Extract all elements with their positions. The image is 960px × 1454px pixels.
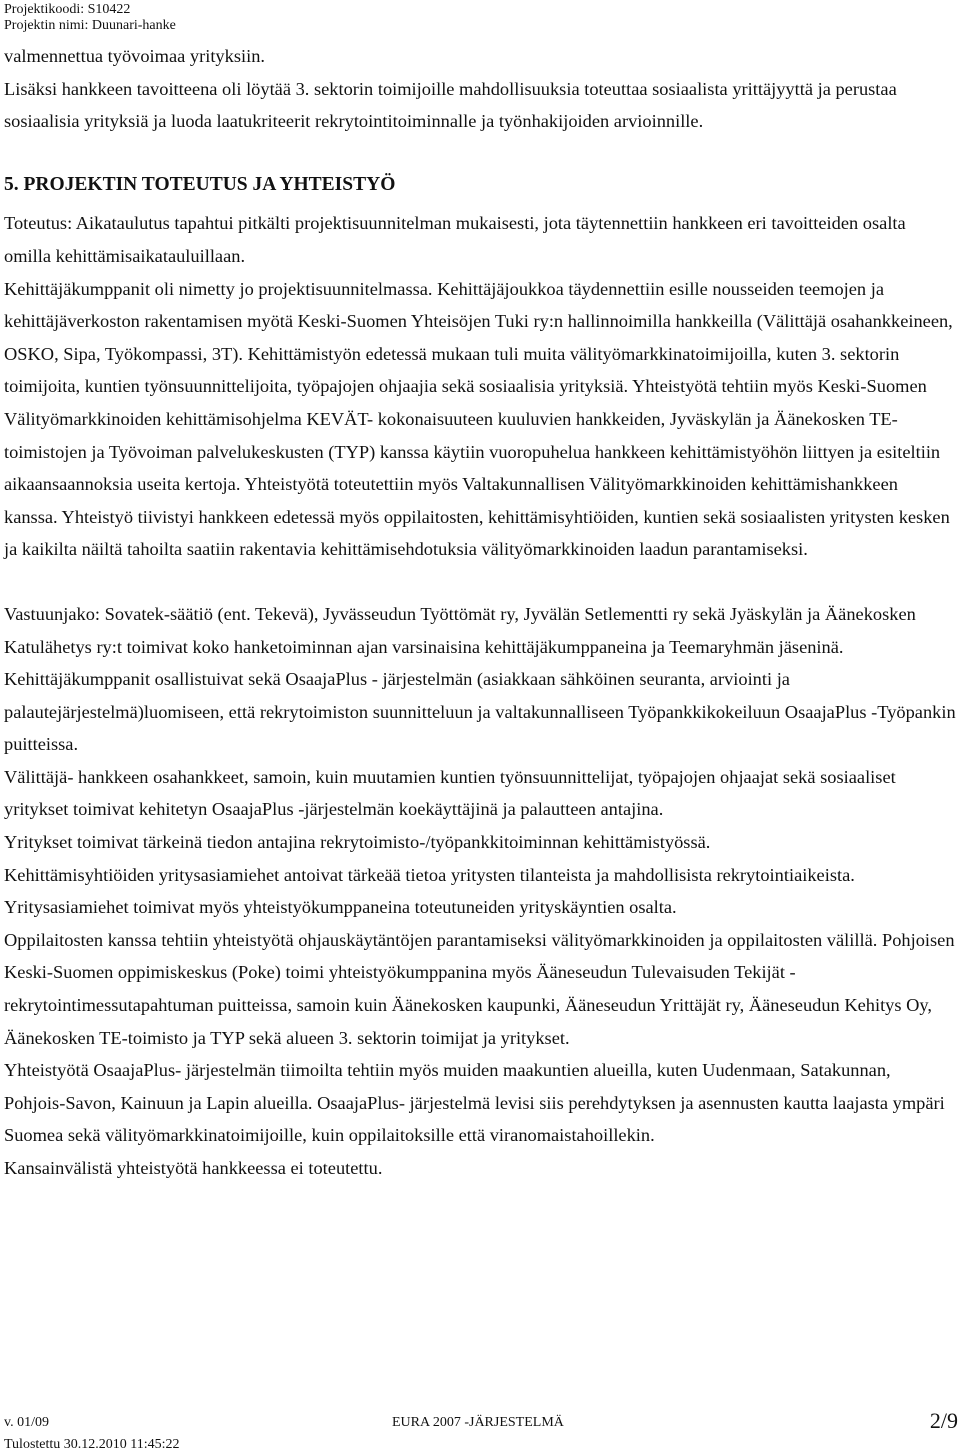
project-code: Projektikoodi: S10422 <box>4 2 131 17</box>
paragraph: valmennettua työvoimaa yrityksiin. <box>4 46 265 66</box>
page-number: 2/9 <box>929 1408 958 1433</box>
paragraph: Lisäksi hankkeen tavoitteena oli löytää 3. sektorin toimijoille mahdollisuuksia toteuttaa sosiaalista yrittäjyyttä ja perustaa sosiaalisia yrityksiä ja luoda laatukriteerit rekrytointitoiminnalle ja työnhakijoiden arvioinnille. <box>4 78 897 132</box>
paragraph: Toteutus: Aikataulutus tapahtui pitkälti projektisuunnitelman mukaisesti, jota täytennettiin hankkeen eri tavoitteiden osalta omilla kehittämisaikatauluillaan. <box>4 213 906 266</box>
system-label: EURA 2007 -JÄRJESTELMÄ <box>392 1415 564 1430</box>
paragraph: Oppilaitosten kanssa tehtiin yhteistyötä ohjauskäytäntöjen parantamiseksi välityömarkkinoiden ja oppilaitosten välillä. Pohjoisen Keski-Suomen oppimiskeskus (Poke) toimi yhteistyökumppanina myös Ääneseudun Tulevaisuden Tekijät -rekrytointimessutapahtuman puitteissa, samoin kuin Äänekosken kaupunki, Ääneseudun Yrittäjät ry, Ääneseudun Kehitys Oy, Äänekosken TE-toimisto ja TYP sekä alueen 3. sektorin toimijat ja yritykset. <box>4 929 955 1048</box>
paragraph: Yritykset toimivat tärkeinä tiedon antajina rekrytoimisto-/työpankkitoiminnan kehittämistyössä. <box>4 832 711 853</box>
version-label: v. 01/09 <box>4 1415 49 1430</box>
printed-timestamp: Tulostettu 30.12.2010 11:45:22 <box>4 1437 180 1452</box>
paragraph: Yhteistyötä OsaajaPlus- järjestelmän tiimoilta tehtiin myös muiden maakuntien alueilla, kuten Uudenmaan, Satakunnan, Pohjois-Savon, Kainuun ja Lapin alueilla. OsaajaPlus- järjestelmä levisi siis perehdytyksen ja asennusten kautta laajasta ympäri Suomea sekä välityömarkkinatoimijoille, kuin oppilaitoksille että viranomaistahoillekin. <box>4 1060 945 1146</box>
section-heading: 5. PROJEKTIN TOTEUTUS JA YHTEISTYÖ <box>4 173 396 195</box>
paragraph: Kehittämisyhtiöiden yritysasiamiehet antoivat tärkeää tietoa yritysten tilanteista ja mahdollisista rekrytointiaikeista. Yritysasiamiehet toimivat myös yhteistyökumppaneina toteutuneiden yrityskäyntien osalta. <box>4 864 855 918</box>
paragraph: Välittäjä- hankkeen osahankkeet, samoin, kuin muutamien kuntien työnsuunnittelijat, työpajojen ohjaajat sekä sosiaaliset yritykset toimivat kehitetyn OsaajaPlus -järjestelmän koekäyttäjinä ja palautteen antajina. <box>4 766 896 820</box>
paragraph: Vastuunjako: Sovatek-säätiö (ent. Tekevä), Jyvässeudun Työttömät ry, Jyvälän Setlementti ry sekä Jyäskylän ja Äänekosken Katulähetys ry:t toimivat koko hanketoiminnan ajan varsinaisina kehittäjäkumppaneina ja Teemaryhmän jäseninä. Kehittäjäkumppanit osallistuivat sekä OsaajaPlus - järjestelmän (asiakkaan sähköinen seuranta, arviointi ja palautejärjestelmä)luomiseen, että rekrytoimiston suunnitteluun ja valtakunnalliseen Työpankkikokeiluun OsaajaPlus -Työpankin puitteissa. <box>4 603 956 755</box>
page-footer <box>4 1408 960 1454</box>
paragraph: Kansainvälistä yhteistyötä hankkeessa ei toteutettu. <box>4 1158 383 1178</box>
page-header <box>4 2 176 34</box>
project-name: Projektin nimi: Duunari-hanke <box>4 18 176 33</box>
document-body <box>4 40 956 1185</box>
paragraph: Kehittäjäkumppanit oli nimetty jo projektisuunnitelmassa. Kehittäjäjoukkoa täydennettiin esille nousseiden teemojen ja kehittäjäverkoston rakentamisen myötä Keski-Suomen Yhteisöjen Tuki ry:n hallinnoimilla hankkeilla (Välittäjä osahankkeineen, OSKO, Sipa, Työkompassi, 3T). Kehittämistyön edetessä mukaan tuli muita välityömarkkinatoimijoilla, kuten 3. sektorin toimijoita, kuntien työnsuunnittelijoita, työpajojen ohjaajia sekä sosiaalisia yrityksiä. Yhteistyötä tehtiin myös Keski-Suomen Välityömarkkinoiden kehittämisohjelma KEVÄT- kokonaisuuteen kuuluvien hankkeiden, Jyväskylän ja Äänekosken TE-toimistojen ja Työvoiman palvelukeskusten (TYP) kanssa käytiin vuoropuhelua hankkeen kehittämistyöhön liittyen ja esiteltiin aikaansaannoksia useita kertoja. Yhteistyötä toteutettiin myös Valtakunnallisen Välityömarkkinoiden kehittämishankkeen kanssa. Yhteistyö tiivistyi hankkeen edetessä myös oppilaitosten, kehittämisyhtiöiden, kuntien sekä sosiaalisten yritysten kesken ja kaikilta näiltä tahoilta saatiin rakentavia kehittämisehdotuksia välityömarkkinoiden laadun parantamiseksi. <box>4 278 953 560</box>
